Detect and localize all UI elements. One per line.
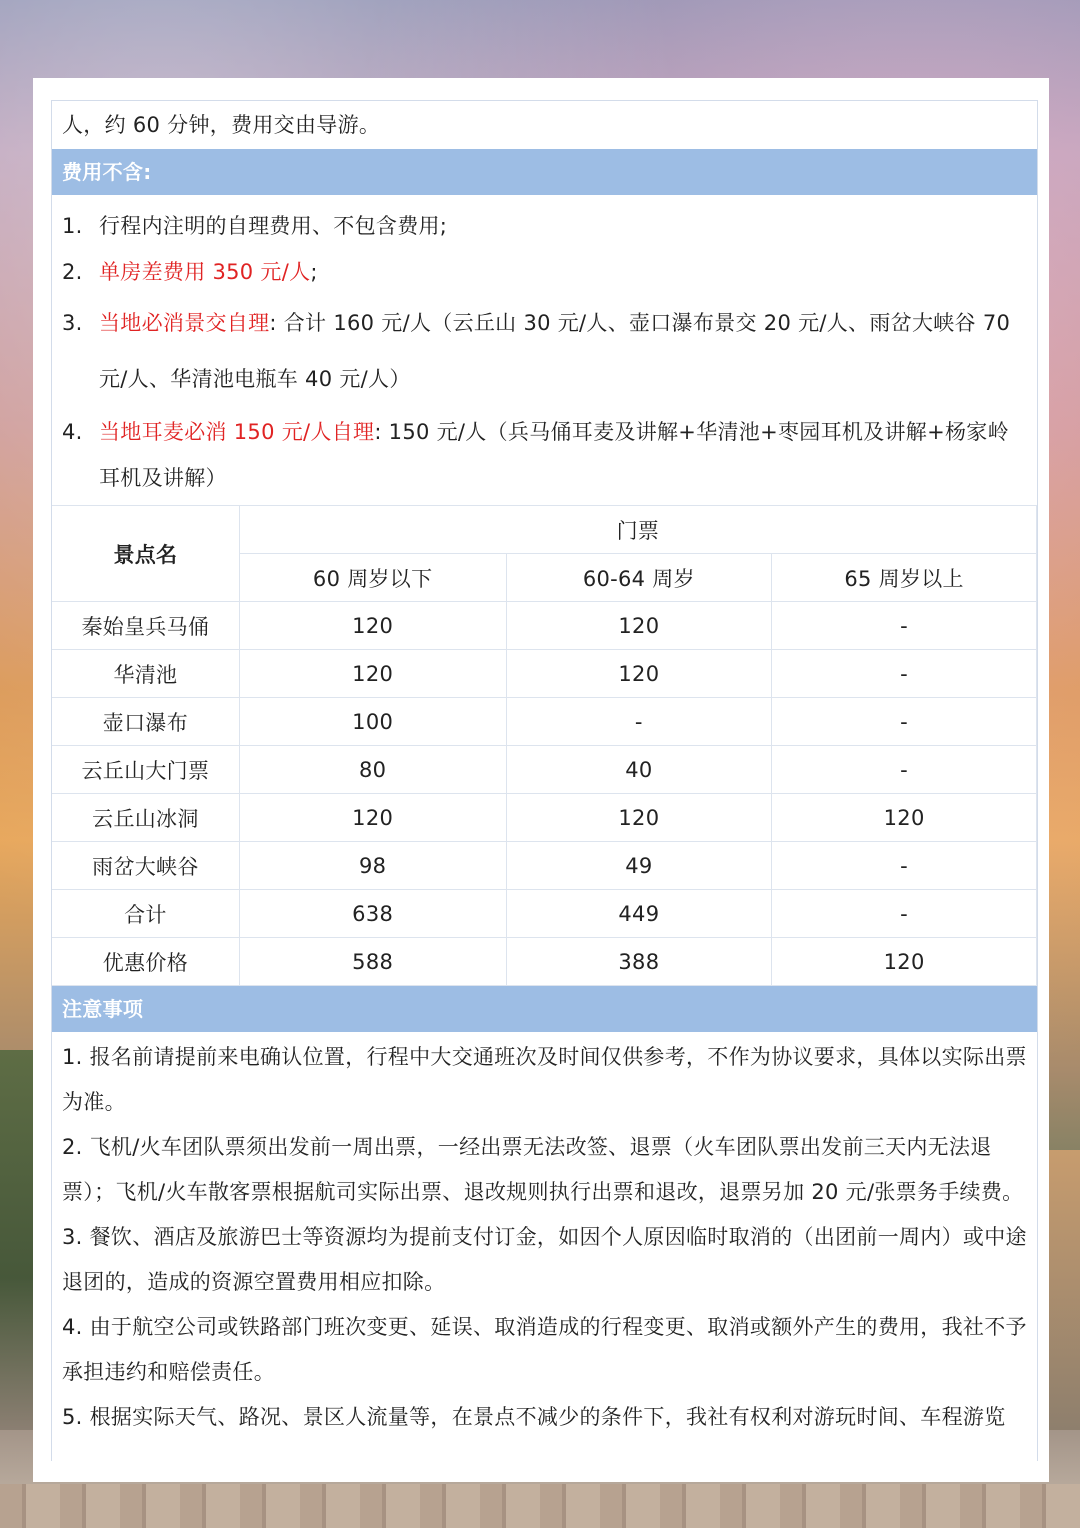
- table-row: [52, 746, 1037, 794]
- table-row: [52, 602, 1037, 650]
- price-cell: 40: [506, 746, 772, 794]
- item-text-rest: : 150 元/人（兵马俑耳麦及讲解+华清池+枣园耳机及讲解+杨家岭耳机及讲解）: [99, 420, 1009, 490]
- price-cell: 49: [506, 842, 772, 890]
- price-cell: 120: [506, 794, 772, 842]
- price-cell: 388: [506, 938, 772, 986]
- item-number: 3.: [62, 311, 83, 335]
- document-page: [33, 78, 1049, 1482]
- price-cell: 120: [506, 650, 772, 698]
- attraction-name: 云丘山大门票: [52, 746, 240, 794]
- excluded-item-2: [52, 249, 1037, 295]
- note-paragraph-1: 1. 报名前请提前来电确认位置，行程中大交通班次及时间仅供参考，不作为协议要求，具体以实际出票为准。: [62, 1045, 1027, 1114]
- excluded-list: [52, 195, 1037, 505]
- attraction-name: 华清池: [52, 650, 240, 698]
- excluded-section-header: 费用不含:: [52, 149, 1037, 195]
- note-paragraph-5: 5. 根据实际天气、路况、景区人流量等，在景点不减少的条件下，我社有权利对游玩时间、车程游览: [62, 1405, 1006, 1429]
- price-cell: 80: [239, 746, 506, 794]
- column-header-attraction: 景点名: [52, 506, 240, 602]
- table-row: [52, 794, 1037, 842]
- price-cell: -: [772, 602, 1037, 650]
- item-number: 2.: [62, 260, 83, 284]
- price-cell: 638: [239, 890, 506, 938]
- table-row-total: [52, 890, 1037, 938]
- price-cell: -: [506, 698, 772, 746]
- background-scenery-left: [0, 1050, 34, 1430]
- table-row: [52, 842, 1037, 890]
- price-cell: 98: [239, 842, 506, 890]
- price-cell: 120: [772, 938, 1037, 986]
- table-row: [52, 650, 1037, 698]
- attraction-name: 合计: [52, 890, 240, 938]
- document-content: [51, 100, 1038, 1461]
- excluded-item-3: [52, 295, 1037, 407]
- notes-list: [52, 1032, 1037, 1440]
- price-cell: 449: [506, 890, 772, 938]
- item-number: 4.: [62, 420, 83, 444]
- attraction-name: 雨岔大峡谷: [52, 842, 240, 890]
- item-text: 行程内注明的自理费用、不包含费用;: [99, 214, 448, 238]
- item-text: [99, 249, 1029, 295]
- highlight-text: 单房差费用 350 元/人: [99, 260, 311, 284]
- note-paragraph-3: 3. 餐饮、酒店及旅游巴士等资源均为提前支付订金，如因个人原因临时取消的（出团前一周内）或中途退团的，造成的资源空置费用相应扣除。: [62, 1225, 1027, 1294]
- attraction-name: 云丘山冰洞: [52, 794, 240, 842]
- attraction-name: 壶口瀑布: [52, 698, 240, 746]
- column-header-under-60: 60 周岁以下: [239, 554, 506, 602]
- price-cell: -: [772, 650, 1037, 698]
- highlight-text: 当地必消景交自理: [99, 311, 270, 335]
- price-cell: 120: [239, 794, 506, 842]
- price-cell: 100: [239, 698, 506, 746]
- background-scenery-right: [1048, 1150, 1080, 1430]
- price-cell: 120: [239, 602, 506, 650]
- item-text-rest: : 合计 160 元/人（云丘山 30 元/人、壶口瀑布景交 20 元/人、雨岔大峡谷 70 元/人、华清池电瓶车 40 元/人）: [99, 311, 1011, 391]
- price-cell: 120: [506, 602, 772, 650]
- table-row-discount: [52, 938, 1037, 986]
- excluded-item-4: [52, 407, 1037, 505]
- column-header-60-64: 60-64 周岁: [506, 554, 772, 602]
- note-paragraph-2: 2. 飞机/火车团队票须出发前一周出票，一经出票无法改签、退票（火车团队票出发前三天内无法退票）；飞机/火车散客票根据航司实际出票、退改规则执行出票和退改，退票另加 20 元/张票务手续费。: [62, 1135, 1024, 1204]
- price-cell: -: [772, 890, 1037, 938]
- background-ground: [0, 1484, 1080, 1528]
- price-cell: 120: [239, 650, 506, 698]
- price-cell: 588: [239, 938, 506, 986]
- notes-section-header: 注意事项: [52, 986, 1037, 1032]
- item-text: [99, 409, 1029, 501]
- item-number: 1.: [62, 214, 83, 238]
- attraction-name: 秦始皇兵马俑: [52, 602, 240, 650]
- excluded-item-1: [52, 203, 1037, 249]
- item-text: [99, 295, 1029, 407]
- price-cell: -: [772, 698, 1037, 746]
- note-paragraph-4: 4. 由于航空公司或铁路部门班次变更、延误、取消造成的行程变更、取消或额外产生的费用，我社不予承担违约和赔偿责任。: [62, 1315, 1027, 1384]
- price-cell: -: [772, 746, 1037, 794]
- price-cell: -: [772, 842, 1037, 890]
- intro-tail-text: 人，约 60 分钟，费用交由导游。: [62, 113, 381, 137]
- highlight-text: 当地耳麦必消 150 元/人自理: [99, 420, 375, 444]
- item-text-rest: ;: [310, 260, 318, 284]
- attraction-name: 优惠价格: [52, 938, 240, 986]
- ticket-price-table: [51, 505, 1037, 986]
- column-group-header-ticket: 门票: [239, 506, 1036, 554]
- column-header-over-65: 65 周岁以上: [772, 554, 1037, 602]
- price-cell: 120: [772, 794, 1037, 842]
- table-row: [52, 698, 1037, 746]
